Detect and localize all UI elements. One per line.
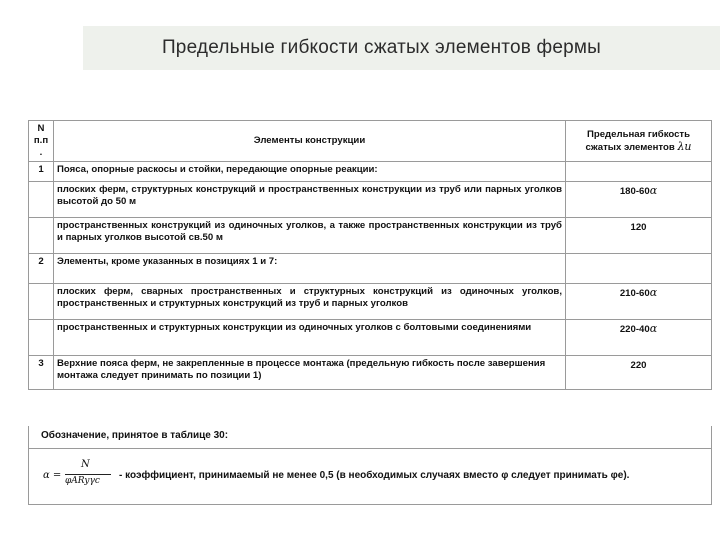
legend-caption: Обозначение, принятое в таблице 30: — [41, 430, 229, 441]
row-limit-value: 180-60 — [619, 186, 650, 197]
slenderness-table — [28, 120, 712, 390]
table-row — [29, 162, 712, 182]
row-element-text: Верхние пояса ферм, не закрепленные в процессе монтажа (предельную гибкость после завершения монтажа следует принимать по позиции 1) — [54, 356, 566, 390]
row-element-text: пространственных и структурных конструкции из одиночных уголков с болтовыми соединениями — [54, 320, 566, 356]
row-limit-cell — [566, 218, 712, 254]
row-limit-cell — [566, 356, 712, 390]
row-limit-cell — [566, 320, 712, 356]
row-element-text: Элементы, кроме указанных в позициях 1 и 7: — [54, 254, 566, 284]
row-limit-cell — [566, 284, 712, 320]
row-number: 1 — [29, 162, 54, 182]
row-limit-value: 210-60 — [619, 288, 650, 299]
row-limit-cell — [566, 182, 712, 218]
row-number: 2 — [29, 254, 54, 284]
row-number — [29, 284, 54, 320]
fraction-bar — [65, 474, 111, 475]
formula-description: - коэффициент, принимаемый не менее 0,5 (в необходимых случаях вместо φ следует принимать φe). — [119, 470, 630, 481]
header-limit-label: Предельная гибкость сжатых элементов — [585, 128, 691, 153]
slide-title-bar — [83, 26, 720, 70]
header-limit — [566, 121, 712, 162]
legend-block — [28, 426, 712, 505]
row-limit-cell — [566, 254, 712, 284]
row-number — [29, 218, 54, 254]
row-limit-value: 220 — [630, 360, 647, 371]
table-row — [29, 320, 712, 356]
row-limit-symbol: α — [649, 322, 658, 335]
table-row — [29, 284, 712, 320]
header-num: N п.п . — [29, 121, 54, 162]
table-header-row — [29, 121, 712, 162]
row-limit-symbol: α — [649, 286, 658, 299]
table-row — [29, 182, 712, 218]
table-body — [29, 162, 712, 390]
row-element-text: Пояса, опорные раскосы и стойки, передающие опорные реакции: — [54, 162, 566, 182]
alpha-formula — [43, 459, 117, 493]
row-limit-cell — [566, 162, 712, 182]
row-limit-symbol: α — [649, 184, 658, 197]
row-element-text: пространственных конструкций из одиночных уголков, а также пространственных конструкции из труб и парных уголков высотой св.50 м — [54, 218, 566, 254]
formula-lhs: α = — [43, 470, 62, 481]
table-row — [29, 356, 712, 390]
slide-title: Предельные гибкости сжатых элементов фермы — [161, 37, 602, 58]
formula-numerator: N — [81, 459, 90, 470]
row-limit-value: 120 — [630, 222, 647, 233]
row-element-text: плоских ферм, структурных конструкций и пространственных конструкции из труб или парных уголков высотой до 50 м — [54, 182, 566, 218]
table-row — [29, 254, 712, 284]
header-limit-symbol: λu — [677, 139, 692, 153]
row-number: 3 — [29, 356, 54, 390]
row-number — [29, 182, 54, 218]
scanned-document — [28, 120, 712, 505]
row-element-text: плоских ферм, сварных пространственных и структурных конструкций из одиночных уголков, пространственных и структурных конструкций из труб и парных уголков — [54, 284, 566, 320]
row-limit-value: 220-40 — [619, 324, 650, 335]
row-number — [29, 320, 54, 356]
formula-denominator: φARyγc — [65, 476, 100, 486]
table-row — [29, 218, 712, 254]
formula-row — [29, 448, 711, 503]
header-elements: Элементы конструкции — [54, 121, 566, 162]
